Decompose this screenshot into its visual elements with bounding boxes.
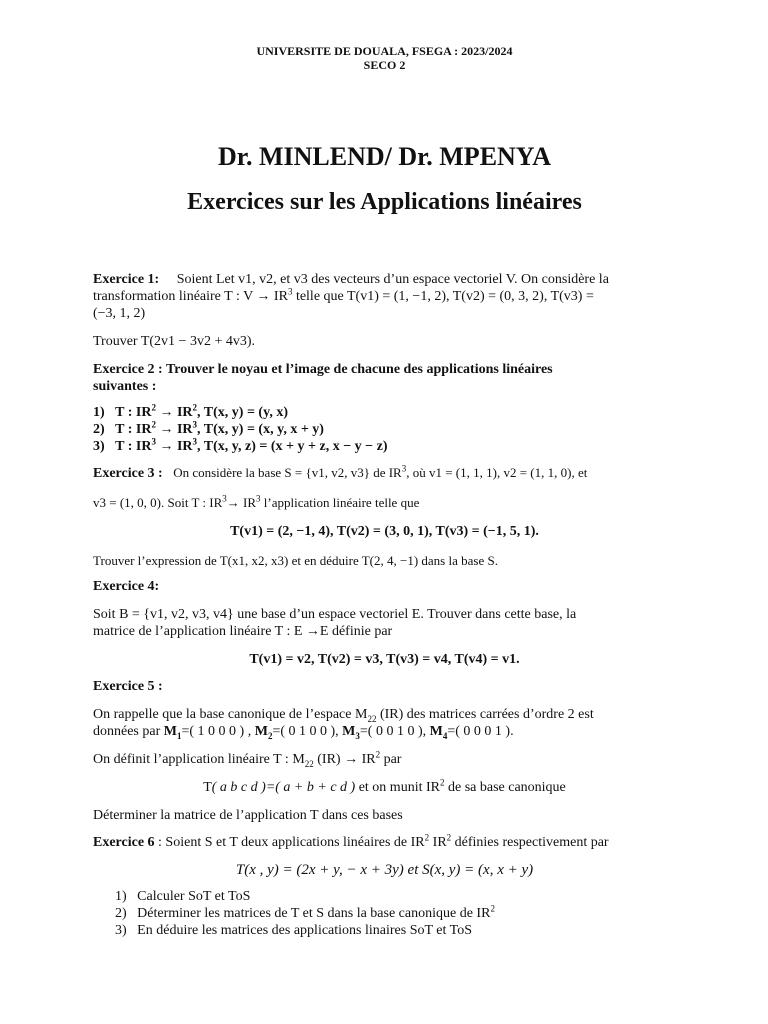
exercise-6-label: Exercice 6 <box>93 835 155 850</box>
exercise-3-equation: T(v1) = (2, −1, 4), T(v2) = (3, 0, 1), T(v3) = (−1, 5, 1). <box>230 524 539 539</box>
exercise-2-item <box>93 421 676 438</box>
exercise-6-line1-mid: IR <box>429 835 447 850</box>
exercise-4-line2: matrice de l’application linéaire T : E →E définie par <box>93 624 393 639</box>
authors-title: Dr. MINLEND/ Dr. MPENYA <box>218 142 551 171</box>
superscript: 3 <box>287 286 293 297</box>
subscript: 1 <box>176 730 182 741</box>
exercise-4-line1: Soit B = {v1, v2, v3, v4} une base d’un espace vectoriel E. Trouver dans cette base, la <box>93 607 577 622</box>
exercise-4-label: Exercice 4: <box>93 579 160 594</box>
exercise-5-eq-arg: ( a b c d ) <box>211 780 266 795</box>
exercise-5-question: Déterminer la matrice de l’application T dans ces bases <box>93 808 403 823</box>
superscript: 2 <box>375 749 381 760</box>
exercise-6-item <box>115 905 676 922</box>
exercise-5-label: Exercice 5 : <box>93 679 163 694</box>
matrix-m1-value: =( 1 0 0 0 ) , <box>181 724 252 739</box>
item-arrow: → IR <box>155 439 193 454</box>
exercise-5-line1-cont: (IR) des matrices carrées d’ordre 2 est <box>376 707 594 722</box>
matrix-m4: M <box>426 724 443 739</box>
exercise-3-line2-arrow: → IR <box>226 495 257 510</box>
item-number: 1) <box>115 889 127 904</box>
subscript: 4 <box>442 730 448 741</box>
item-formula: , T(x, y) = (y, x) <box>197 405 288 420</box>
exercise-4 <box>93 578 676 668</box>
exercise-6-line1-end: définies respectivement par <box>451 835 609 850</box>
item-number: 2) <box>93 422 105 437</box>
item-formula: , T(x, y) = (x, y, x + y) <box>197 422 324 437</box>
exercise-1-label: Exercice 1: <box>93 272 160 287</box>
item-number: 2) <box>115 906 127 921</box>
superscript: 2 <box>151 419 156 430</box>
subscript: 22 <box>304 758 314 769</box>
matrix-m2-value: =( 0 1 0 0 ), <box>272 724 339 739</box>
superscript: 3 <box>222 493 227 504</box>
matrix-m3-value: =( 0 0 1 0 ), <box>359 724 427 739</box>
item-text: En déduire les matrices des applications linaires SoT et ToS <box>137 923 472 938</box>
exercise-5-eq-text: et on munit IR <box>355 780 440 795</box>
matrix-m4-value: =( 0 0 0 1 ). <box>447 724 514 739</box>
exercise-5-line2: données par <box>93 724 164 739</box>
item-number: 1) <box>93 405 105 420</box>
superscript: 3 <box>401 463 407 474</box>
exercise-5-line3: On définit l’application linéaire T : M <box>93 752 305 767</box>
exercise-6-list <box>93 888 676 939</box>
exercise-3-label: Exercice 3 : <box>93 466 163 481</box>
item-text: T : IR <box>115 439 152 454</box>
exercise-1-line3: (−3, 1, 2) <box>93 306 146 321</box>
exercise-6-equation: T(x , y) = (2x + y, − x + 3y) et S(x, y) = (x, x + y) <box>235 862 534 878</box>
superscript: 2 <box>192 402 198 413</box>
exercise-2-label-cont: suivantes : <box>93 379 157 394</box>
exercise-1 <box>93 271 676 350</box>
exercise-4-equation: T(v1) = v2, T(v2) = v3, T(v3) = v4, T(v4) = v1. <box>249 652 520 667</box>
superscript: 2 <box>439 777 445 788</box>
subscript: 3 <box>355 730 360 741</box>
exercise-5-line1: On rappelle que la base canonique de l’espace M <box>93 707 368 722</box>
exercise-1-line1: Soient Let v1, v2, et v3 des vecteurs d’un espace vectoriel V. On considère la <box>176 272 609 287</box>
matrix-m2: M <box>251 724 268 739</box>
exercise-3-line1-cont: , où v1 = (1, 1, 1), v2 = (1, 1, 0), et <box>406 465 588 480</box>
exercise-6-item <box>115 888 676 905</box>
exercise-3-question: Trouver l’expression de T(x1, x2, x3) et en déduire T(2, 4, −1) dans la base S. <box>93 553 498 568</box>
exercise-1-line2-cont: telle que T(v1) = (1, −1, 2), T(v2) = (0, 3, 2), T(v3) = <box>292 289 594 304</box>
exercise-6-line1: : Soient S et T deux applications linéaires de IR <box>154 835 425 850</box>
superscript: 2 <box>151 402 156 413</box>
item-number: 3) <box>93 439 105 454</box>
exercise-2-item <box>93 404 676 421</box>
superscript: 2 <box>490 903 495 914</box>
exercise-5-eq-t: T <box>203 780 212 795</box>
exercise-1-line2: transformation linéaire T : V → IR <box>93 289 288 304</box>
item-text: Déterminer les matrices de T et S dans la base canonique de IR <box>137 906 491 921</box>
superscript: 2 <box>446 832 452 843</box>
exercise-3-line2-cont: l’application linéaire telle que <box>260 495 420 510</box>
subscript: 2 <box>267 730 273 741</box>
exercise-6-item <box>115 922 676 939</box>
item-arrow: → IR <box>155 405 193 420</box>
matrix-m1: M <box>163 724 177 739</box>
exercise-3 <box>93 464 676 569</box>
header-line-1: UNIVERSITE DE DOUALA, FSEGA : 2023/2024 <box>256 44 513 58</box>
subscript: 22 <box>367 713 377 724</box>
header-line-2: SECO 2 <box>363 58 406 72</box>
document-subtitle: Exercices sur les Applications linéaires <box>187 189 582 215</box>
item-text: Calculer SoT et ToS <box>137 889 251 904</box>
exercise-5-eq-result: =( a + b + c d ) <box>265 780 356 795</box>
exercise-6 <box>93 834 676 939</box>
exercise-5-line3-end: par <box>380 752 402 767</box>
exercise-3-line1: On considère la base S = {v1, v2, v3} de IR <box>173 465 402 480</box>
exercise-5-eq-text-end: de sa base canonique <box>444 780 566 795</box>
superscript: 3 <box>256 493 261 504</box>
exercise-5 <box>93 678 676 824</box>
exercise-2 <box>93 361 676 455</box>
matrix-m3: M <box>338 724 356 739</box>
superscript: 3 <box>192 436 198 447</box>
exercise-3-line2: v3 = (1, 0, 0). Soit T : IR <box>93 495 223 510</box>
item-text: T : IR <box>115 422 152 437</box>
item-text: T : IR <box>115 405 152 420</box>
exercise-5-line3-cont: (IR) → IR <box>313 752 376 767</box>
item-number: 3) <box>115 923 127 938</box>
university-header <box>93 44 676 72</box>
superscript: 3 <box>151 436 156 447</box>
superscript: 2 <box>424 832 430 843</box>
superscript: 3 <box>192 419 198 430</box>
exercise-2-label: Exercice 2 : Trouver le noyau et l’image de chacune des applications linéaires <box>93 362 553 377</box>
exercise-2-item <box>93 438 676 455</box>
exercise-1-question: Trouver T(2v1 − 3v2 + 4v3). <box>93 334 256 349</box>
exercise-2-list <box>93 404 676 455</box>
item-arrow: → IR <box>155 422 193 437</box>
item-formula: , T(x, y, z) = (x + y + z, x − y − z) <box>197 439 388 454</box>
